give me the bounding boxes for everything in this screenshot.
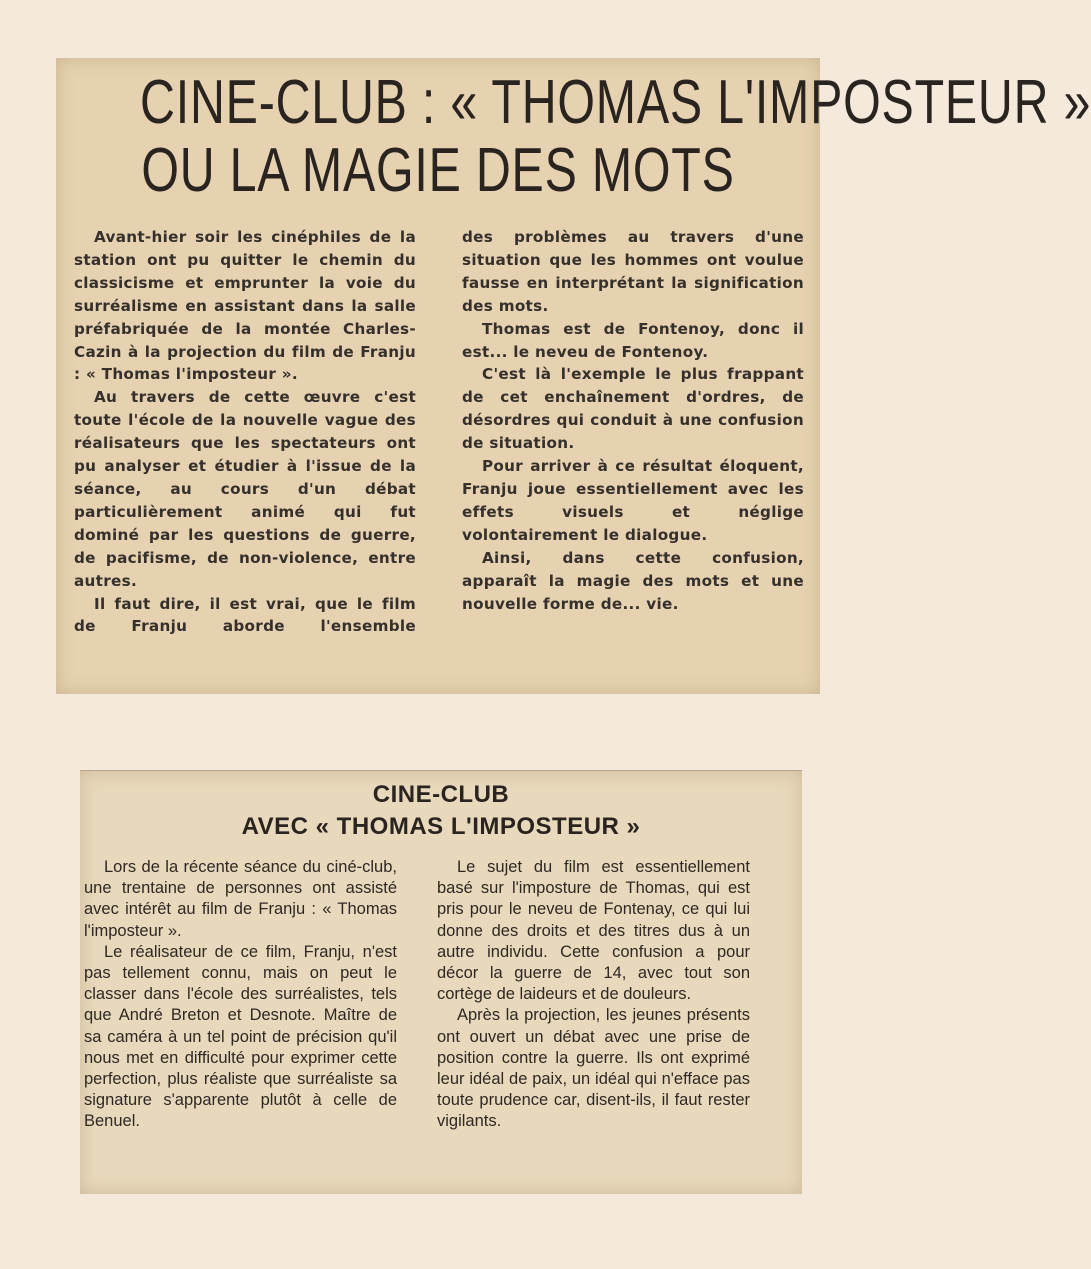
headline-line-2: AVEC « THOMAS L'IMPOSTEUR » <box>241 813 641 840</box>
paragraph: Le réalisateur de ce film, Franju, n'est pas tellement connu, mais on peut le classer dans l'école des surréalistes, tels que André Breton et Desnote. Maître de sa caméra à un tel point de précision qu'il nous met en difficulté pour exprimer cette perfection, plus réaliste que surréaliste sa signature s'apparente plutôt à celle de Benuel. <box>84 942 397 1131</box>
article-column-right <box>462 226 804 638</box>
headline-line-1: CINE-CLUB : « THOMAS L'IMPOSTEUR » <box>140 68 1091 137</box>
headline-line-1: CINE-CLUB <box>372 781 510 808</box>
paragraph: Lors de la récente séance du ciné-club, une trentaine de personnes ont assisté avec intérêt au film de Franju : « Thomas l'imposteur ». <box>84 858 397 940</box>
clipping-thomas-magie-des-mots <box>56 58 1091 694</box>
paragraph-continued: des problèmes au travers d'une situation que les hommes ont voulue fausse en interprétant la signification des mots. <box>462 228 804 315</box>
paragraph: Pour arriver à ce résultat éloquent, Franju joue essentiellement avec les effets visuels et néglige volontairement le dialogue. <box>462 457 804 544</box>
paragraph: Après la projection, les jeunes présents ont ouvert un débat avec une prise de position contre la guerre. Ils ont exprimé leur idéal de paix, un idéal qui n'efface pas toute prudence car, disent-ils, il faut rester vigilants. <box>437 1006 750 1131</box>
article-column-left <box>84 857 397 1133</box>
paragraph: Thomas est de Fontenoy, donc il est... le neveu de Fontenoy. <box>462 319 804 361</box>
paragraph: Ainsi, dans cette confusion, apparaît la magie des mots et une nouvelle forme de... vie. <box>462 548 804 613</box>
article-columns <box>74 226 804 638</box>
paragraph: Avant-hier soir les cinéphiles de la station ont pu quitter le chemin du classicisme et emprunter la voie du surréalisme en assistant dans la salle préfabriquée de la montée Charles-Cazin à la projection du film de Franju : « Thomas l'imposteur ». <box>74 228 416 384</box>
paragraph: C'est là l'exemple le plus frappant de cet enchaînement d'ordres, de désordres qui conduit à une confusion de situation. <box>462 365 804 453</box>
clipping-avec-thomas-imposteur <box>80 770 802 1194</box>
paragraph: Le sujet du film est essentiellement basé sur l'imposture de Thomas, qui est pris pour le neveu de Fontenay, ce qui lui donne des droits et des titres dus à un autre individu. Cette confusion a pour décor la guerre de 14, avec tout son cortège de laideurs et de douleurs. <box>437 858 750 1004</box>
article-column-right <box>437 857 750 1133</box>
paragraph: Au travers de cette œuvre c'est toute l'école de la nouvelle vague des réalisateurs que les spectateurs ont pu analyser et étudier à l'issue de la séance, au cours d'un débat particulièrement animé qui fut dominé par les questions de guerre, de pacifisme, de non-violence, entre autres. <box>74 388 416 590</box>
article-column-left <box>74 226 416 638</box>
paragraph: Il faut dire, il est vrai, que le film de Franju aborde l'ensemble <box>74 594 416 636</box>
article-columns <box>84 857 802 1133</box>
headline-line-2: OU LA MAGIE DES MOTS <box>141 136 735 205</box>
